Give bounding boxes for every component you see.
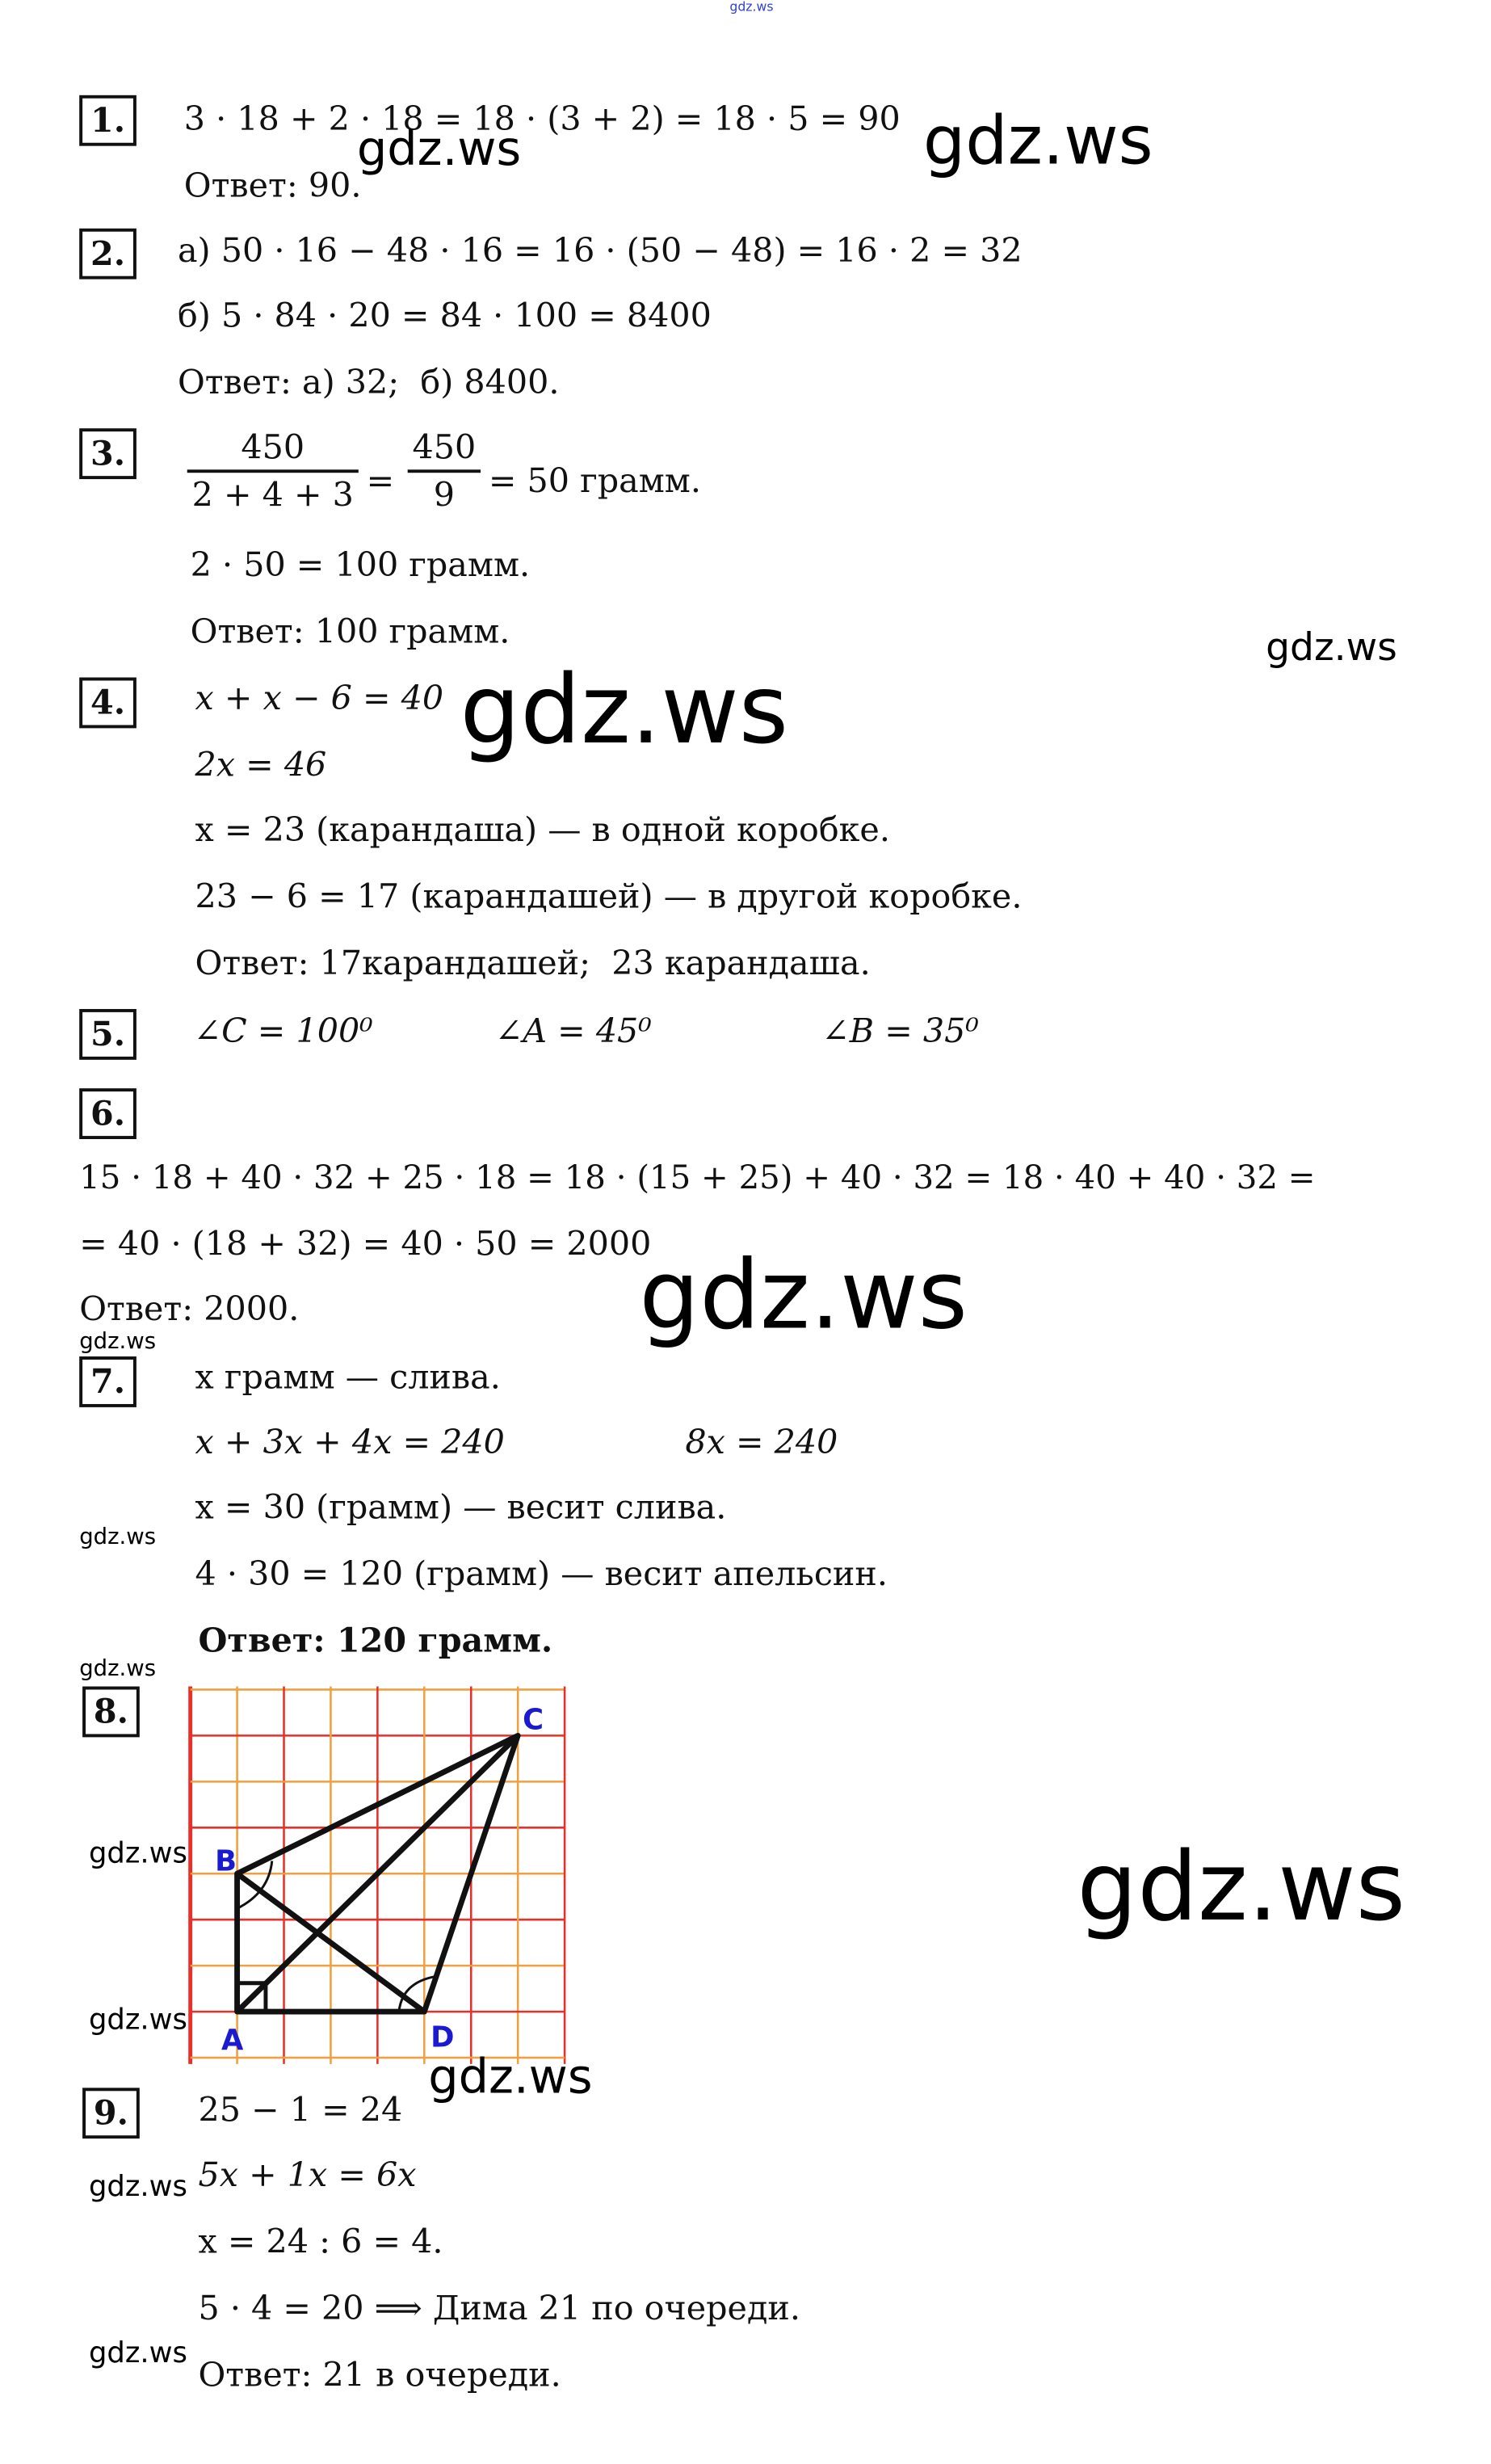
task3-result: = 50 грамм. — [488, 461, 701, 500]
quadrilateral-drawing — [174, 1674, 587, 2071]
task-number-4: 4. — [79, 678, 136, 729]
task4-line: x + x − 6 = 40 — [195, 679, 444, 717]
task3-answer: Ответ: 100 грамм. — [190, 612, 510, 651]
angle-c: ∠C = 100⁰ — [193, 1011, 373, 1051]
task-number-7: 7. — [79, 1356, 136, 1407]
equals-sign: = — [366, 461, 395, 500]
watermark: gdz.ws — [1077, 1832, 1406, 1944]
point-label-a: A — [220, 2024, 244, 2058]
task2-line-b: б) 5 · 84 · 20 = 84 · 100 = 8400 — [177, 296, 712, 335]
task3-line: 2 · 50 = 100 грамм. — [190, 545, 531, 584]
fraction-1-denominator: 2 + 4 + 3 — [191, 476, 354, 515]
task7-line: x грамм — слива. — [195, 1358, 501, 1397]
top-watermark: gdz.ws — [729, 0, 774, 15]
task-number-1: 1. — [79, 95, 136, 146]
task7-equation-2: 8x = 240 — [685, 1423, 838, 1461]
task9-line: 25 − 1 = 24 — [198, 2091, 403, 2130]
angle-b: ∠B = 35⁰ — [821, 1011, 979, 1051]
watermark: gdz.ws — [79, 1524, 157, 1550]
fraction-2-denominator: 9 — [433, 476, 455, 515]
task-number-6: 6. — [79, 1088, 136, 1139]
task-number-5: 5. — [79, 1009, 136, 1060]
task9-line: 5x + 1x = 6x — [198, 2155, 417, 2194]
watermark: gdz.ws — [428, 2050, 593, 2105]
watermark: gdz.ws — [1266, 624, 1397, 670]
task7-equation: x + 3x + 4x = 240 — [195, 1423, 505, 1461]
point-label-d: D — [430, 2020, 455, 2054]
task-number-8: 8. — [82, 1687, 140, 1738]
watermark: gdz.ws — [922, 101, 1153, 179]
fraction-1-numerator: 450 — [187, 425, 359, 473]
task2-line-a: а) 50 · 16 − 48 · 16 = 16 · (50 − 48) = 16 · 2 = 32 — [177, 231, 1023, 270]
watermark: gdz.ws — [460, 655, 789, 767]
task9-answer: Ответ: 21 в очереди. — [198, 2356, 561, 2395]
task7-answer: Ответ: 120 грамм. — [198, 1620, 553, 1660]
task1-line: 3 · 18 + 2 · 18 = 18 · (3 + 2) = 18 · 5 = 90 — [183, 99, 901, 138]
watermark: gdz.ws — [88, 2170, 187, 2204]
task7-line: 4 · 30 = 120 (грамм) — весит апельсин. — [195, 1554, 888, 1593]
angle-a: ∠A = 45⁰ — [494, 1011, 652, 1051]
task6-answer: Ответ: 2000. — [79, 1289, 300, 1328]
task9-line: x = 24 : 6 = 4. — [198, 2222, 443, 2261]
watermark: gdz.ws — [79, 1656, 157, 1682]
watermark: gdz.ws — [88, 1837, 187, 1871]
task6-line: = 40 · (18 + 32) = 40 · 50 = 2000 — [79, 1225, 652, 1264]
task-number-9: 9. — [82, 2088, 140, 2138]
fraction-2-numerator: 450 — [408, 425, 481, 473]
task7-line: x = 30 (грамм) — весит слива. — [195, 1488, 727, 1527]
watermark: gdz.ws — [79, 1329, 157, 1356]
watermark: gdz.ws — [639, 1240, 968, 1352]
task1-answer: Ответ: 90. — [183, 166, 362, 205]
task4-line: x = 23 (карандаша) — в одной коробке. — [195, 810, 890, 849]
watermark: gdz.ws — [356, 122, 522, 178]
task2-answer: Ответ: а) 32; б) 8400. — [177, 363, 560, 402]
task-number-3: 3. — [79, 428, 136, 479]
task-number-2: 2. — [79, 229, 136, 280]
watermark: gdz.ws — [88, 2004, 187, 2037]
task4-answer: Ответ: 17карандашей; 23 карандаша. — [195, 944, 871, 982]
fraction-2 — [408, 425, 481, 517]
watermark: gdz.ws — [88, 2336, 187, 2370]
task6-line: 15 · 18 + 40 · 32 + 25 · 18 = 18 · (15 + 25) + 40 · 32 = 18 · 40 + 40 · 32 = — [79, 1158, 1316, 1196]
point-label-b: B — [215, 1844, 237, 1878]
point-label-c: C — [523, 1703, 544, 1737]
fraction-1 — [187, 425, 359, 517]
task4-line: 2x = 46 — [195, 745, 327, 784]
task9-line: 5 · 4 = 20 ⟹ Дима 21 по очереди. — [198, 2289, 800, 2327]
task4-line: 23 − 6 = 17 (карандашей) — в другой коробке. — [195, 877, 1023, 916]
